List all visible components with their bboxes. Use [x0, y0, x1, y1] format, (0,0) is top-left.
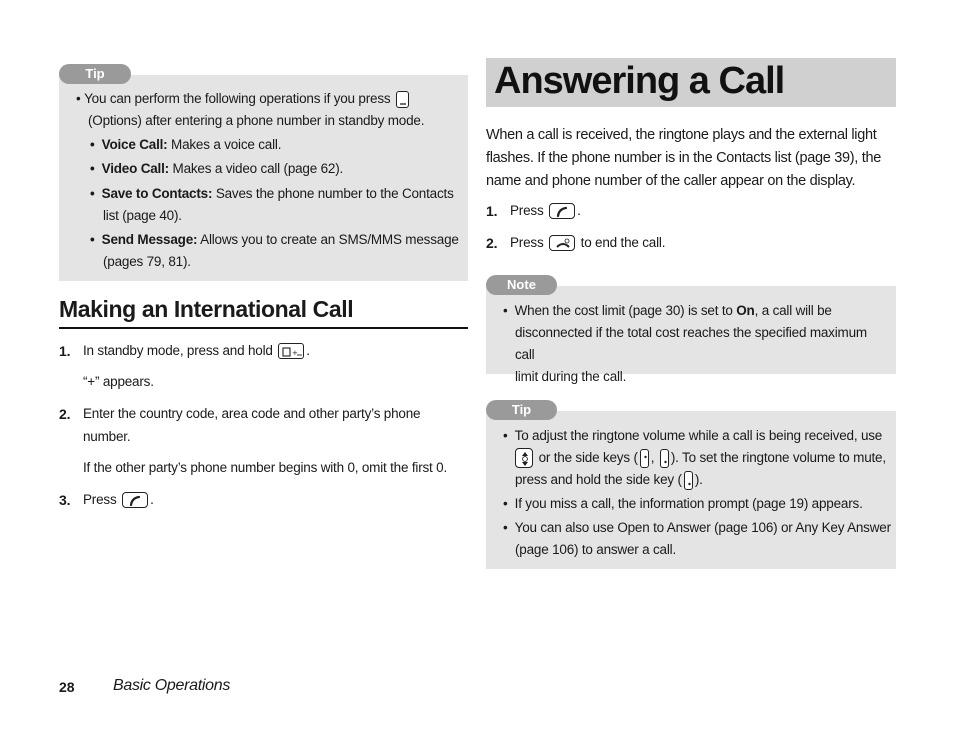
- page-title: Answering a Call: [494, 60, 785, 102]
- side-key-down-icon: [660, 449, 669, 468]
- side-key-up-icon: [640, 449, 649, 468]
- note-text: • When the cost limit (page 30) is set to On, a call will be disconnected if the total cost reaches the specified maximum call limit during the call.: [503, 303, 867, 384]
- tip-item-save-to-contacts: • Save to Contacts: Saves the phone number to the Contacts list (page 40).: [90, 186, 454, 223]
- answer-intro: When a call is received, the ringtone plays and the external light flashes. If the phone number is in the Contacts list (page 39), the name and phone number of the caller appear on the display.: [486, 127, 881, 189]
- tip-item-video-call: • Video Call: Makes a video call (page 62).: [90, 161, 344, 176]
- tip-item-send-message: • Send Message: Allows you to create an SMS/MMS message (pages 79, 81).: [90, 232, 459, 269]
- intl-step-2: 2. Enter the country code, area code and other party’s phone number.: [59, 406, 421, 444]
- answer-step-1: 1. Press .: [486, 203, 581, 219]
- right-tip-text: • To adjust the ringtone volume while a call is being received, use or the side keys ( , ). To set the ringtone volume to mute, press and hold the side key ( ). • If you miss a call, the information prompt (page 19) appears. • You can also use Open to Answer (page 106) or Any Key Answer (page 106) to answer a call.: [503, 428, 891, 557]
- intl-step-2-note: If the other party’s phone number begins with 0, omit the first 0.: [83, 460, 448, 475]
- left-tip-label: Tip: [59, 64, 131, 84]
- svg-text:+: +: [292, 349, 298, 358]
- send-key-icon: [122, 492, 148, 508]
- side-key-down-icon: [684, 471, 693, 490]
- page-title-bar: [486, 58, 896, 107]
- intl-step-1-result: “+” appears.: [83, 374, 154, 389]
- send-key-icon: [549, 203, 575, 219]
- tip-item-voice-call: • Voice Call: Makes a voice call.: [90, 137, 282, 152]
- nav-key-icon: [515, 448, 533, 468]
- page-number: 28: [59, 679, 75, 695]
- intl-step-3: 3. Press .: [59, 492, 154, 508]
- section-title-rule: [59, 327, 468, 329]
- answer-step-2: 2. Press to end the call.: [486, 235, 666, 251]
- left-tip-intro: • You can perform the following operations if you press (Options) after entering a phone number in standby mode.: [76, 91, 425, 128]
- note-label: Note: [486, 275, 557, 295]
- zero-plus-key-icon: [278, 343, 304, 359]
- footer-section-name: Basic Operations: [113, 677, 231, 694]
- right-tip-label: Tip: [486, 400, 557, 420]
- options-key-icon: [396, 91, 409, 108]
- intl-step-1: 1. In standby mode, press and hold + .: [59, 343, 310, 359]
- end-key-icon: [549, 235, 575, 251]
- section-title-international-call: Making an International Call: [59, 296, 354, 322]
